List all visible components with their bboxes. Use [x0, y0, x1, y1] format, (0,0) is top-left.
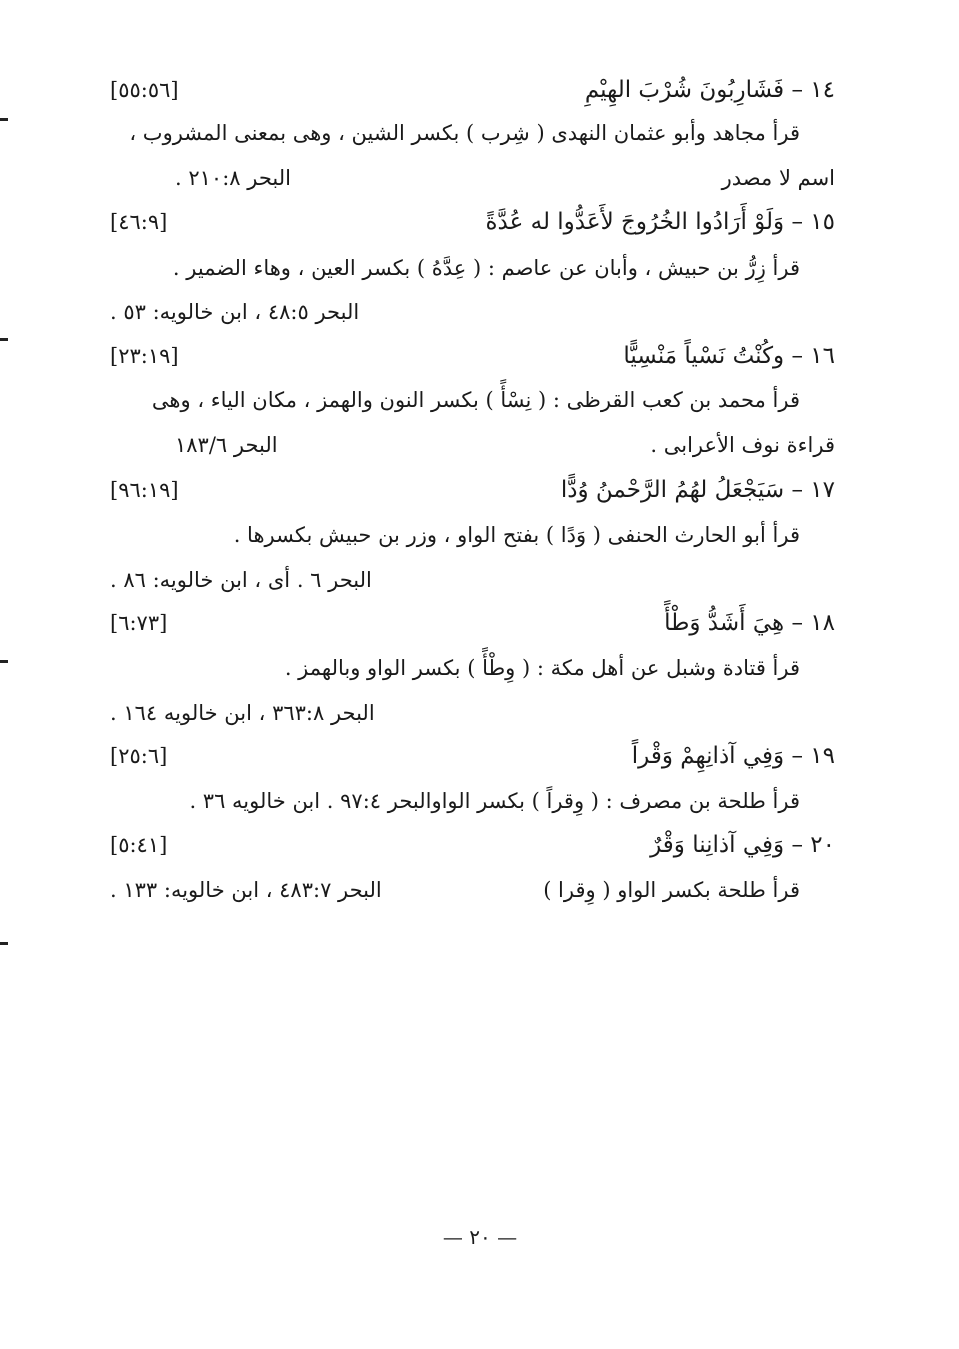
entry-15 [105, 202, 835, 242]
commentary-line [105, 248, 835, 288]
commentary-line [105, 425, 835, 465]
source-citation: البحر ١٨٣/٦ [175, 433, 278, 457]
verse-text: ١٤ – فَشَارِبُونَ شُرْبَ الهِيْمِ [584, 77, 835, 103]
source-citation: البحر ٤٨:٥ ، ابن خالويه: ٥٣ . [110, 300, 360, 324]
verse-reference: [٩٦:١٩] [110, 478, 179, 502]
verse-reference: [٢٥:٦] [110, 744, 168, 768]
commentary-line [105, 380, 835, 420]
entry-20 [105, 825, 835, 865]
entry-14 [105, 70, 835, 110]
commentary-text: قرأ مجاهد وأبو عثمان النهدى ( شِرب ) بكسر الشين ، وهى بمعنى المشروب ، [129, 121, 800, 145]
verse-reference: [٤٦:٩] [110, 210, 168, 234]
commentary-line [105, 870, 835, 910]
entry-16 [105, 336, 835, 376]
commentary-line [105, 158, 835, 198]
source-citation: البحر ٦ . أى ، ابن خالويه: ٨٦ . [110, 568, 372, 592]
source-citation: البحر ٤٨٣:٧ ، ابن خالويه: ١٣٣ . [110, 878, 382, 902]
commentary-line [105, 113, 835, 153]
source-citation: البحر ٣٦٣:٨ ، ابن خالويه ١٦٤ . [110, 701, 375, 725]
commentary-line [105, 515, 835, 555]
commentary-text: اسم لا مصدر [721, 166, 835, 190]
verse-text: ١٩ – وَفِي آذانِهِمْ وَقْراً [631, 743, 835, 769]
verse-text: ١٨ – هِيَ أَشَدُّ وَطْأً [664, 610, 835, 636]
commentary-text: قراءة نوف الأعرابى . [650, 433, 835, 457]
commentary-line [105, 693, 835, 733]
margin-mark [0, 118, 8, 121]
verse-text: ١٧ – سَيَجْعَلُ لهُمُ الرَّحْمنُ وُدًّا [560, 477, 835, 503]
verse-reference: [٢٣:١٩] [110, 344, 179, 368]
source-citation: البحر ٢١٠:٨ . [175, 166, 291, 190]
verse-text: ١٦ – وكُنْتُ نَسْياً مَنْسِيًّا [623, 343, 835, 369]
commentary-text: قرأ محمد بن كعب القرظى : ( نِسْأً ) بكسر النون والهمز ، مكان الياء ، وهى [151, 388, 800, 412]
verse-reference: [٥:٤١] [110, 833, 168, 857]
verse-reference: [٦:٧٣] [110, 611, 168, 635]
commentary-text: قرأ أبو الحارث الحنفى ( وَدًا ) بفتح الواو ، وزر بن حبيش بكسرها . [233, 523, 800, 547]
commentary-line [105, 648, 835, 688]
margin-mark [0, 338, 8, 341]
page-number: — ٢٠ — [442, 1225, 518, 1249]
commentary-text: قرأ قتادة وشبل عن أهل مكة : ( وِطْأً ) بكسر الواو وبالهمز . [284, 656, 800, 680]
margin-mark [0, 942, 8, 945]
verse-text: ٢٠ – وَفِي آذانِنا وَقْرٌ [650, 832, 835, 858]
commentary-text: قرأ زِرُّ بن حبيش ، وأبان عن عاصم : ( عِدَّهُ ) بكسر العين ، وهاء الضمير . [172, 256, 800, 280]
commentary-line [105, 560, 835, 600]
commentary-text: قرأ طلحة بكسر الواو ( وِقرا ) [543, 878, 800, 902]
margin-mark [0, 660, 8, 663]
verse-text: ١٥ – وَلَوْ أَرَادُوا الخُرُوجَ لأَعَدُّوا له عُدَّةً [485, 209, 835, 235]
commentary-text: قرأ طلحة بن مصرف : ( وِقراً ) بكسر الواوالبحر ٩٧:٤ . ابن خالويه ٣٦ . [189, 789, 800, 813]
verse-reference: [٥٥:٥٦] [110, 78, 179, 102]
entry-17 [105, 470, 835, 510]
entry-18 [105, 603, 835, 643]
entry-19 [105, 736, 835, 776]
commentary-line [105, 292, 835, 332]
commentary-line [105, 781, 835, 821]
